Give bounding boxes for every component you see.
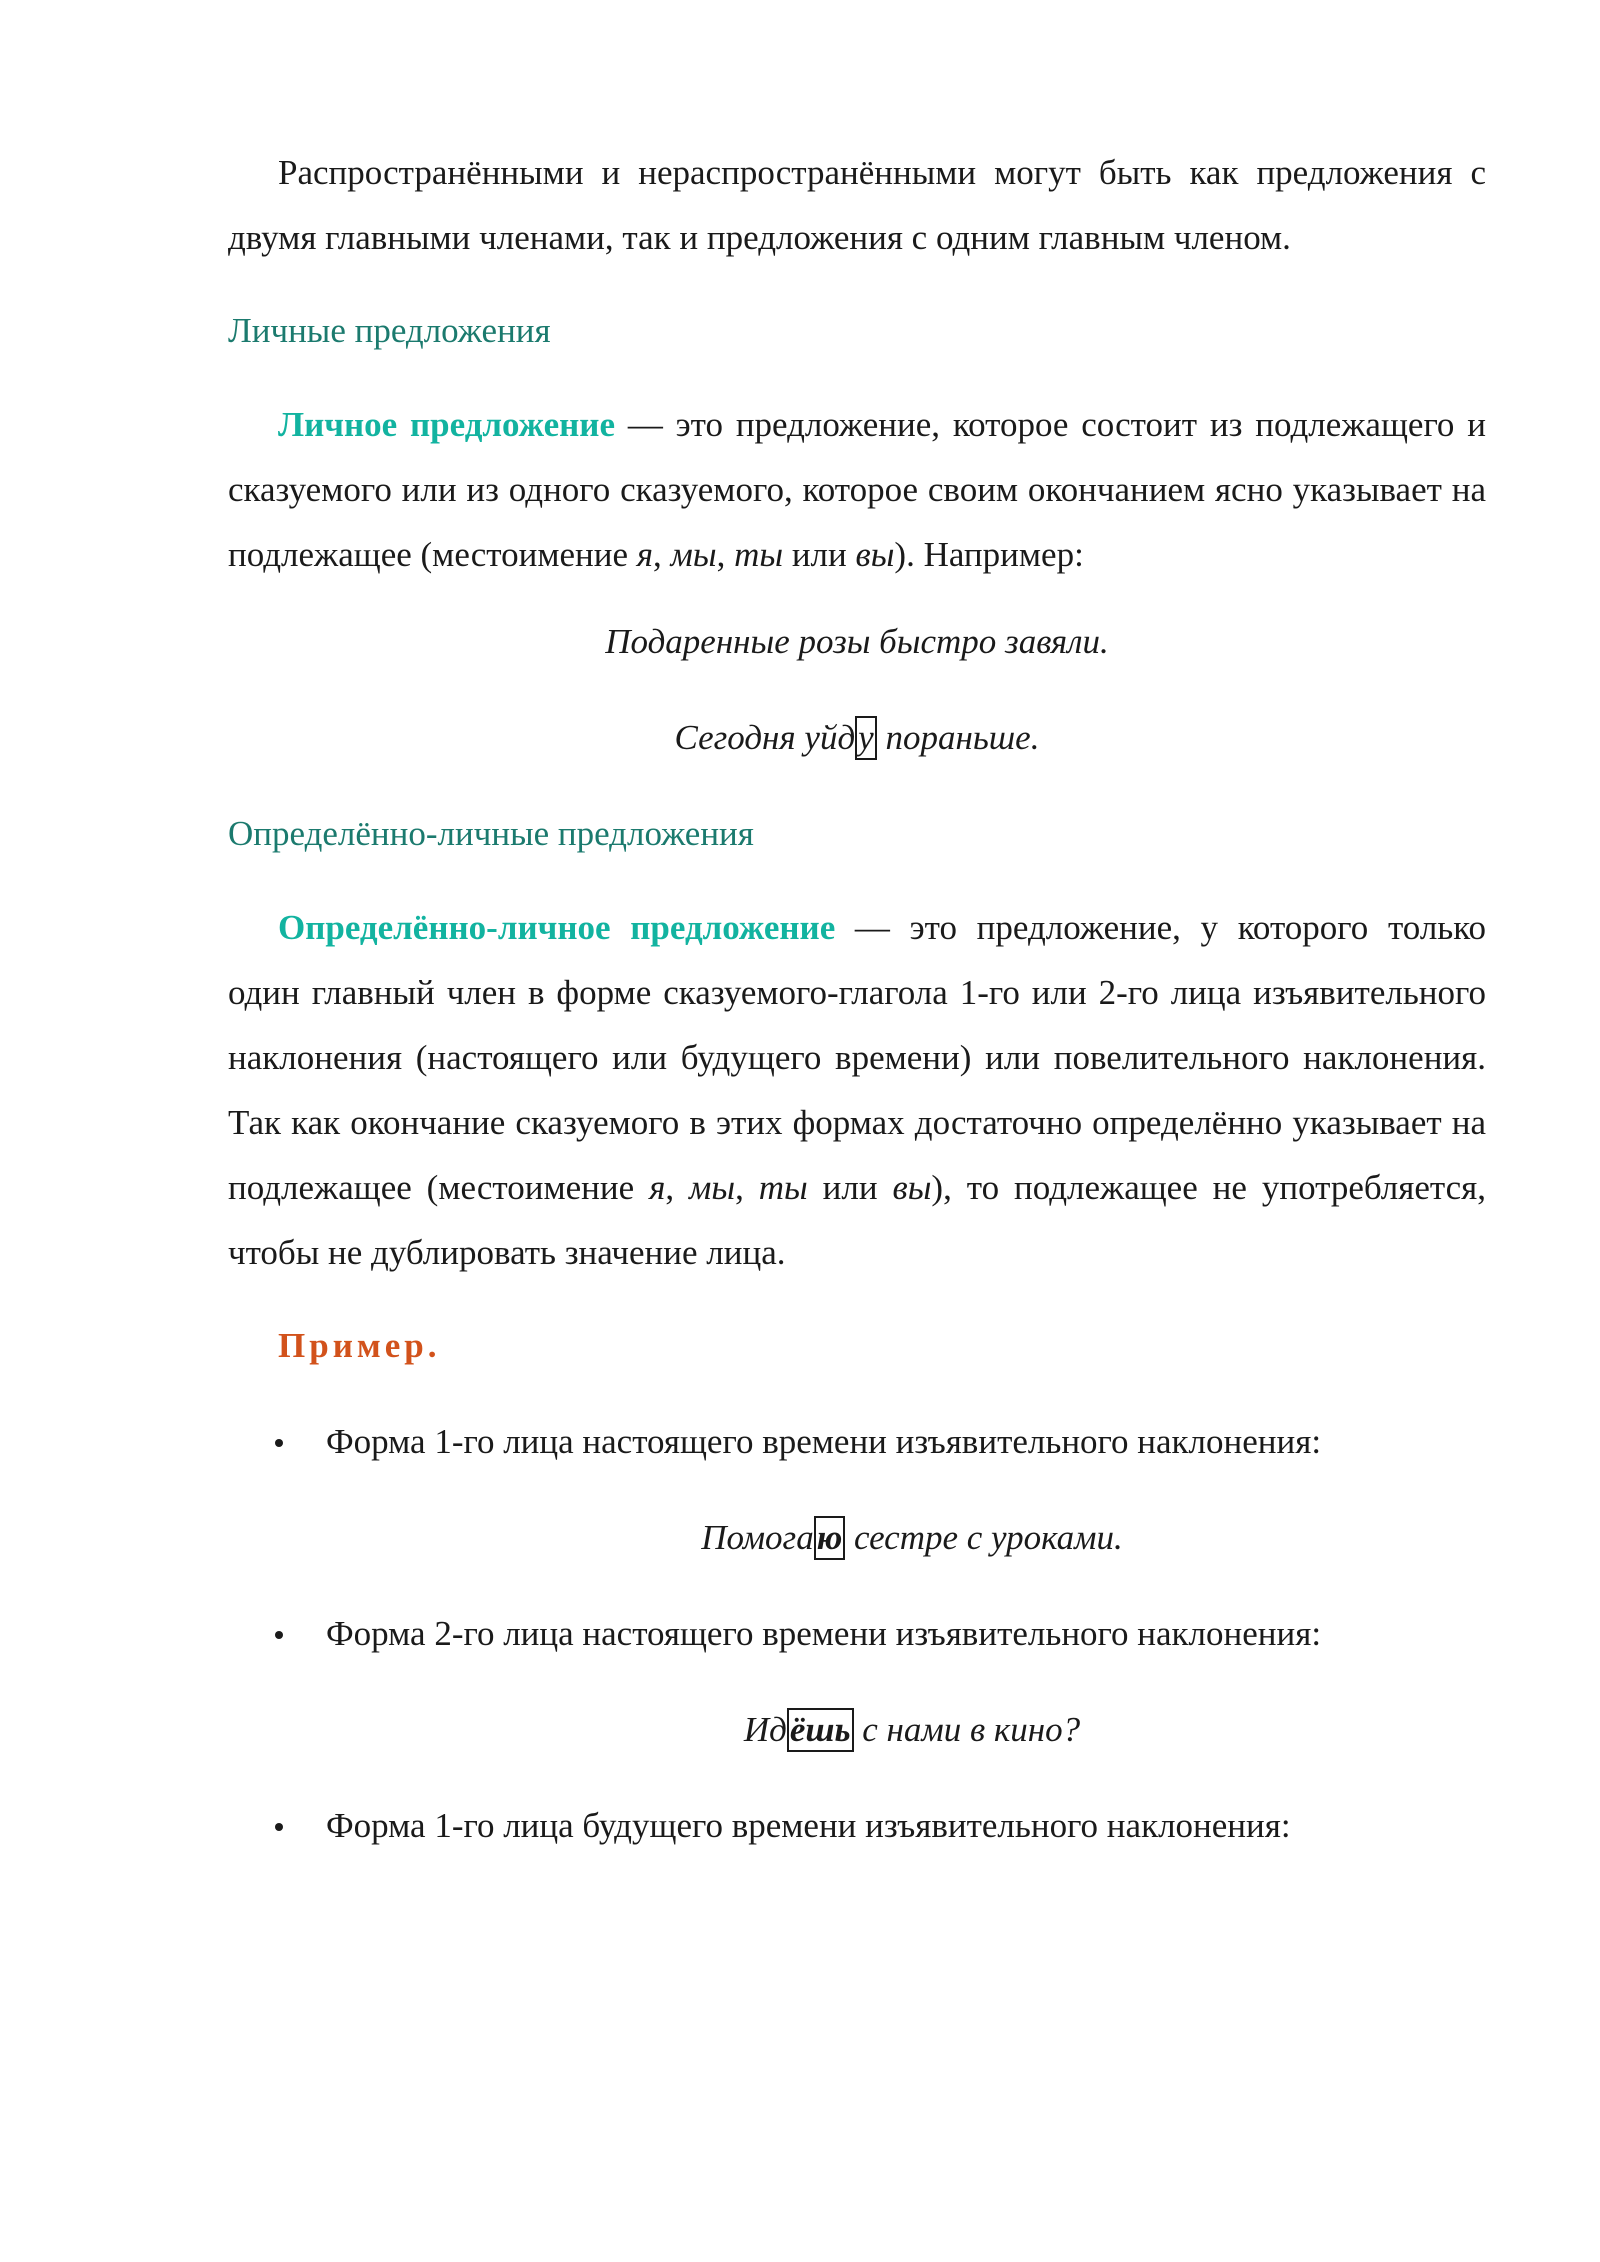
pronoun-ty: ты <box>758 1168 808 1207</box>
ending-box: у <box>855 716 877 760</box>
ending-box: ёшь <box>787 1708 854 1752</box>
section-heading-definite-personal: Определённо-личные предложения <box>228 814 754 853</box>
definition-definite-personal <box>228 895 1486 1285</box>
dash: — <box>835 908 910 947</box>
definition-text-end: ). Например: <box>894 535 1084 574</box>
definition-personal <box>228 392 1486 587</box>
example-heading: Пример. <box>278 1326 441 1365</box>
example-text: с нами в кино? <box>853 1710 1081 1749</box>
example-text: Сегодня уйд <box>674 718 856 757</box>
list-item-label: Форма 2-го лица настоящего времени изъявительного наклонения: <box>326 1614 1322 1653</box>
bullet-icon <box>275 1439 283 1447</box>
bullet-icon <box>275 1823 283 1831</box>
term-definite-personal-sentence: Определённо-личное предложение <box>278 908 836 947</box>
example-text: Ид <box>743 1710 787 1749</box>
definition-text: это предложение, которое состоит из подлежащего и сказуемого или из одного сказуемого, которое своим окончанием ясно указывает на подлежащее (местоимение <box>228 405 1486 574</box>
example-text: сестре с уроками. <box>845 1518 1123 1557</box>
list-item <box>228 1801 1486 1851</box>
document-page <box>228 140 1486 1851</box>
dash: — <box>615 405 676 444</box>
list-item <box>228 1609 1486 1659</box>
comma: , <box>665 1168 690 1207</box>
pronoun-my: мы <box>689 1168 736 1207</box>
pronoun-vy: вы <box>892 1168 932 1207</box>
pronoun-ya: я <box>636 535 654 574</box>
comma: , <box>735 1168 759 1207</box>
definition-text-end: ), то подлежащее не употребляется, чтобы не дублировать значение лица. <box>228 1168 1487 1272</box>
pronoun-vy: вы <box>855 535 895 574</box>
term-personal-sentence: Личное предложение <box>278 405 615 444</box>
definition-text: это предложение, у которого только один главный член в форме сказуемого-глагола 1-го или 2-го лица изъявительного наклонения (настоящего или будущего времени) или повелительного наклонения. Так как окончание сказуемого в этих формах достаточно определённо указывает на подлежащее (местоимение <box>228 908 1486 1207</box>
example-text: пораньше. <box>876 718 1040 757</box>
section-heading-personal: Личные предложения <box>228 311 551 350</box>
pronoun-my: мы <box>670 535 717 574</box>
ending-box: ю <box>814 1516 846 1560</box>
intro-paragraph: Распространёнными и нераспространёнными могут быть как предложения с двумя главными членами, так и предложения с одним главным членом. <box>228 153 1486 257</box>
conjunction-or: или <box>807 1168 893 1207</box>
comma: , <box>716 535 735 574</box>
conjunction-or: или <box>783 535 856 574</box>
list-item-label: Форма 1-го лица будущего времени изъявительного наклонения: <box>326 1806 1291 1845</box>
pronoun-ya: я <box>649 1168 666 1207</box>
example-sentence-2 <box>228 713 1486 763</box>
list-item-label: Форма 1-го лица настоящего времени изъявительного наклонения: <box>326 1422 1322 1461</box>
pronoun-ty: ты <box>734 535 784 574</box>
list-item <box>228 1417 1486 1467</box>
bullet-icon <box>275 1631 283 1639</box>
example-sentence-3 <box>228 1513 1486 1563</box>
example-text: Помога <box>701 1518 814 1557</box>
example-sentence-4 <box>228 1705 1486 1755</box>
comma: , <box>653 535 671 574</box>
example-sentence-1: Подаренные розы быстро завяли. <box>605 622 1109 661</box>
